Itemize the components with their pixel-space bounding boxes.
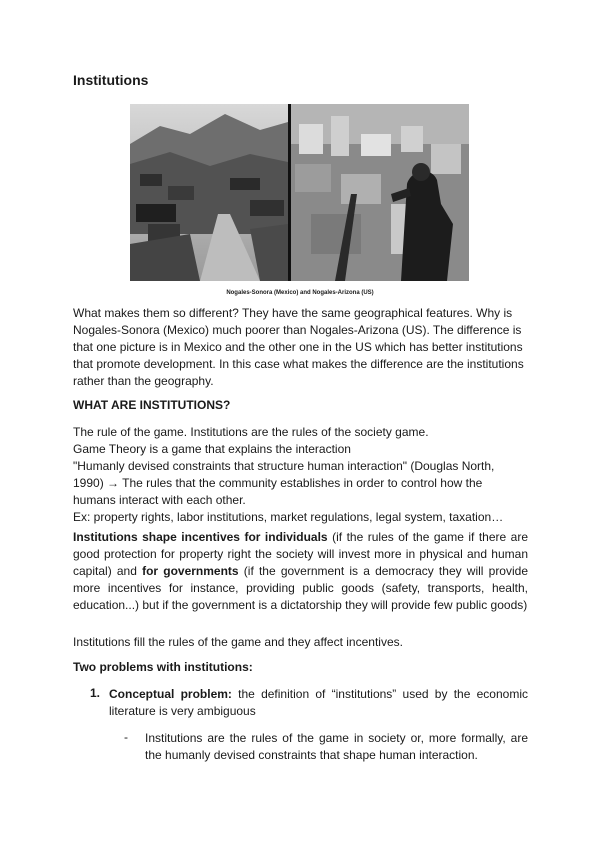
sub-list-item: Institutions are the rules of the game in society or, more formally, are the humanly devised constraints that shape human interaction. [145,731,528,762]
definition-line: The rule of the game. Institutions are the rules of the society game. [73,425,429,439]
incentives-text-1: (if the rules of the game if there are good protection for property right the society will invest more in physical and human capital) and [73,530,528,578]
definition-line: 1990) → The rules that the community establishes in order to control how the [73,476,483,490]
incentives-governments-bold: for governments [142,564,239,578]
definition-line: Ex: property rights, labor institutions, market regulations, legal system, taxation… [73,510,504,524]
definition-line: "Humanly devised constraints that structure human interaction" (Douglas North, [73,459,495,473]
nogales-arizona-photo [291,104,469,281]
section-heading-two-problems: Two problems with institutions: [73,660,253,674]
definition-block [73,424,528,526]
incentives-individuals-bold: Institutions shape incentives for individuals [73,530,328,544]
nogales-sonora-photo [130,104,288,281]
incentives-text-2: (if the government is a democracy they will provide more incentives for instance, providing public goods (safety, transports, health, education...) but if the government is a dictatorship they will provide few public goods) [73,564,528,612]
definition-line: Game Theory is a game that explains the interaction [73,442,351,456]
page-title: Institutions [73,72,149,88]
sub-bullet-dash: - [124,730,128,744]
section-heading-what-are-institutions: WHAT ARE INSTITUTIONS? [73,398,231,412]
intro-paragraph: What makes them so different? They have the same geographical features. Why is Nogales-Sonora (Mexico) much poorer than Nogales-Arizona (US). The difference is that one picture is in Mexico and the other one in the US which has better institutions that promote development. In this case what makes the difference are the institutions rather than the geography. [73,306,524,388]
list-number: 1. [90,686,101,700]
definition-line: humans interact with each other. [73,493,246,507]
photo-figure [130,104,469,281]
conceptual-problem-text: the definition of “institutions” used by the economic literature is very ambiguous [109,687,528,718]
list-item-conceptual-problem [109,686,528,720]
figure-caption: Nogales-Sonora (Mexico) and Nogales-Arizona (US) [226,290,374,296]
conceptual-problem-label: Conceptual problem: [109,687,232,701]
fill-rules-paragraph: Institutions fill the rules of the game and they affect incentives. [73,635,403,649]
incentives-paragraph [73,529,528,614]
